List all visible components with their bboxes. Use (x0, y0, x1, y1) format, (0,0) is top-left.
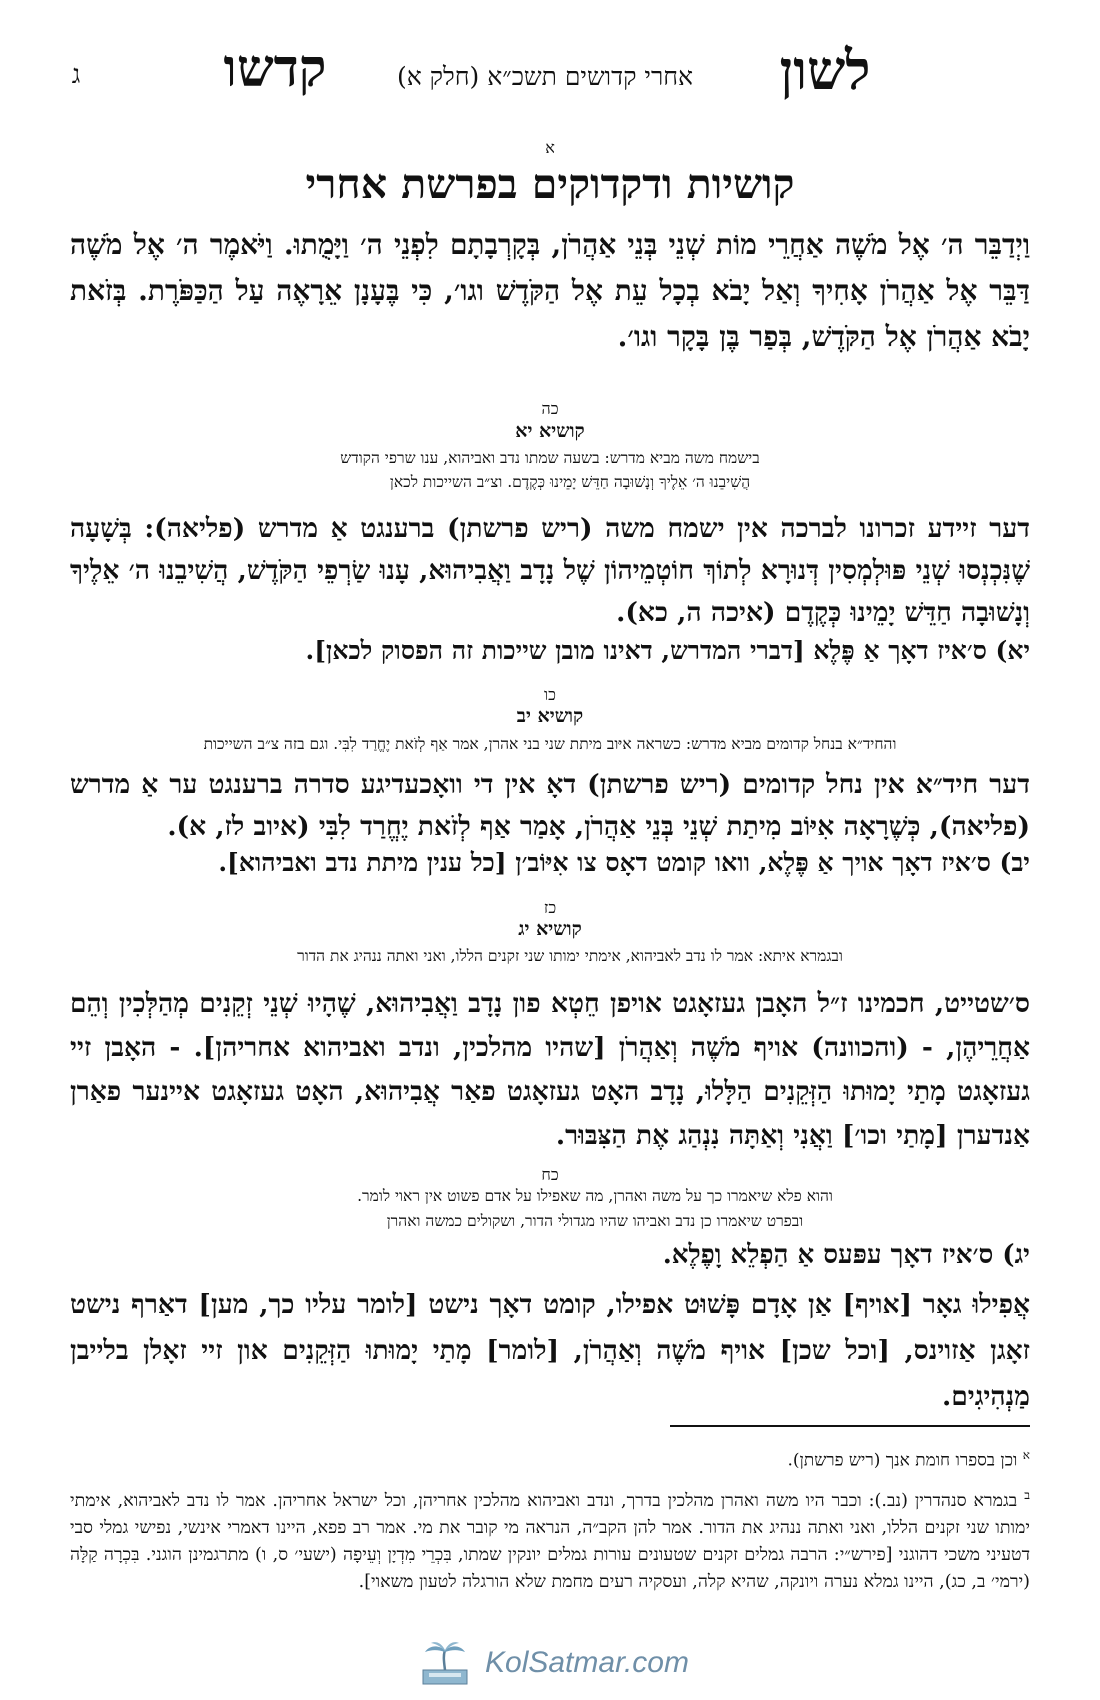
site-name: KolSatmar.com (485, 1646, 689, 1679)
question-summary-line: ובגמרא איתא: אמר לו נדב לאביהוא, אימתי ימותו שני זקנים הללו, ואני ואתה ננהיג את הדור (297, 947, 843, 965)
question-summary-line: הֲשִׁיבֵנוּ ה׳ אֵלֶיךָ וְנָשׁוּבָה חַדֵּשׁ יָמֵינוּ כְּקֶדֶם. וצ״ב השייכות לכאן (389, 473, 751, 491)
question-statement: יא) ס׳איז דאָך אַ פֶּלֶא [דברי המדרש, דאינו מובן שייכות זה הפסוק לכאן]. (305, 636, 1030, 665)
section-number: א (545, 138, 555, 157)
question-statement: יג) ס׳איז דאָך עפּעס אַ הַפְלֵא וָפֶלֶא. (662, 1240, 1030, 1270)
question-body: אֲפִילוּ גאָר [אויף] אַן אָדָם פָּשׁוּט אפילו, קומט דאָך נישט [לומר עליו כך, מען] דאַרף נישט זאָגן אַזוינס, [וכל שכן] אויף מֹשֶׁה וְאַהֲרֹן, [לומר] מָתַי יָמוּתוּ הַזְּקֵנִים און זיי זאָלן בלייבן מַנְהִיגִים. (70, 1289, 1030, 1412)
paragraph-number: כו (544, 685, 556, 704)
header-subtitle: אחרי קדושים תשכ״א (חלק א) (396, 62, 694, 91)
question-summary-line: בישמח משה מביא מדרש: בשעה שמתו נדב ואביהוא, ענו שרפי הקודש (340, 449, 760, 467)
question-heading: קושיא יא (515, 420, 585, 442)
question-heading: קושיא יב (516, 705, 584, 727)
header-title-right: לשון (779, 38, 871, 102)
question-body: ס׳שטייט, חכמינו ז״ל האָבן געזאָגט אויפן חֵטְא פון נָדָב וַאֲבִיהוּא, שֶׁהָיוּ שְׁנֵי זְקֵנִים מְהַלְּכִין וְהֵם אַחֲרֵיהֶן, - (והכוונה) אויף מֹשֶׁה וְאַהֲרֹן [שהיו מהלכין, ונדב ואביהוא אחריהן]. - האָבן זיי געזאָגט מָתַי יָמוּתוּ הַזְּקֵנִים הַלָּלוּ, נָדָב האָט געזאָגט פאַר אֲבִיהוּא, האָט געזאָגט איינער פאַרן אַנדערן [מָתַי וכו׳] וַאֲנִי וְאַתָּה נִנְהַג אֶת הַצִּבּוּר. (70, 988, 1030, 1151)
footnote-mark: א (1022, 1448, 1030, 1462)
question-statement: יב) ס׳איז דאָך אויך אַ פֶּלֶא, וואו קומט דאָס צו אִיּוֹב׳ן [כל ענין מיתת נדב ואביהוא]. (218, 848, 1030, 877)
question-heading: קושיא יג (518, 918, 582, 940)
paragraph-number: כה (541, 399, 559, 418)
question-summary-line: ובפרט שיאמרו כן נדב ואביהו שהיו מגדולי הדור, ושקולים כמשה ואהרן (386, 1212, 804, 1230)
footnote-divider (670, 1425, 1030, 1427)
footnote-text: וכן בספרו חומת אנך (ריש פרשתן). (787, 1450, 1018, 1471)
question-body: דער זיידע זכרונו לברכה אין ישמח משה (ריש פרשתן) ברענגט אַ מדרש (פליאה): בְּשָׁעָה שֶׁנִּכְנְסוּ שְׁנֵי פּוּלְמְסִין דְּנוּרָא לְתוֹךְ חוֹטְמֵיהוֹן שֶׁל נָדָב וַאֲבִיהוּא, עָנוּ שַׂרְפֵי הַקֹּדֶשׁ, הֲשִׁיבֵנוּ ה׳ אֵלֶיךָ וְנָשׁוּבָה חַדֵּשׁ יָמֵינוּ כְּקֶדֶם (איכה ה, כא). (70, 513, 1030, 628)
question-summary-line: והחיד״א בנחל קדומים מביא מדרש: כשראה איּוב מיתת שני בני אהרן, אמר אַף לְזֹאת יֶחֱרַד לִבִּי. וגם בזה צ״ב השייכות (203, 735, 897, 753)
site-logo (415, 1640, 705, 1686)
paragraph-number: כז (543, 898, 557, 917)
palm-tree-icon (415, 1640, 475, 1686)
page-number: ג (71, 60, 81, 90)
paragraph-number: כח (541, 1165, 559, 1184)
header-title-left: קדשו (223, 38, 327, 99)
question-summary-line: והוא פלא שיאמרו כך על משה ואהרן, מה שאפילו על אדם פשוט אין ראוי לומר. (357, 1187, 833, 1205)
footnote-mark: ב (1024, 1488, 1030, 1502)
section-title: קושיות ודקדוקים בפרשת אחרי (305, 160, 795, 208)
verse-text: וַיְדַבֵּר ה׳ אֶל מֹשֶׁה אַחֲרֵי מוֹת שְׁנֵי בְּנֵי אַהֲרֹן, בְּקָרְבָתָם לִפְנֵי ה׳ וַיָּמֻתוּ. וַיֹּאמֶר ה׳ אֶל מֹשֶׁה דַּבֵּר אֶל אַהֲרֹן אָחִיךָ וְאַל יָבֹא בְכָל עֵת אֶל הַקֹּדֶשׁ וגו׳, כִּי בֶּעָנָן אֵרָאֶה עַל הַכַּפֹּרֶת. בְּזֹאת יָבֹא אַהֲרֹן אֶל הַקֹּדֶשׁ, בְּפַר בֶּן בָּקָר וגו׳. (70, 228, 1030, 353)
footnote-text: בגמרא סנהדרין (נב.): וכבר היו משה ואהרן מהלכין בדרך, ונדב ואביהוא מהלכין אחריהן, וכל ישראל אחריהן. אמר לו נדב לאביהוא, אימתי ימותו שני זקנים הללו, ואני ואתה ננהיג את הדור. אמר להן הקב״ה, הנראה מי קובר את מי. אמר רב פפא, היינו דאמרי אינשי, נפישי גמלי סבי דטעיני משכי דהוגני [פירש״י: הרבה גמלים זקנים שטעונים עורות גמלים יונקין שמתו, בִּכְרֵי מִדְיָן וְעֵיפָה (ישעי׳ ס, ו) מתרגמינן הוגני. בִּכְרָה קַלָּה (ירמי׳ ב, כג), היינו גמלא נערה ויונקה, שהיא קלה, ועסקיה רעים מחמת שלא הורגלה לטעון משאוי]. (70, 1490, 1030, 1592)
footnote (70, 1482, 1030, 1596)
question-body: דער חיד״א אין נחל קדומים (ריש פרשתן) דאָ אין די וואָכעדיגע סדרה ברענגט ער אַ מדרש (פליאה), כְּשֶׁרָאָה אִיּוֹב מִיתַת שְׁנֵי בְּנֵי אַהֲרֹן, אָמַר אַף לְזֹאת יֶחֱרַד לִבִּי (איוב לז, א). (70, 769, 1030, 842)
footnote (70, 1448, 1030, 1471)
